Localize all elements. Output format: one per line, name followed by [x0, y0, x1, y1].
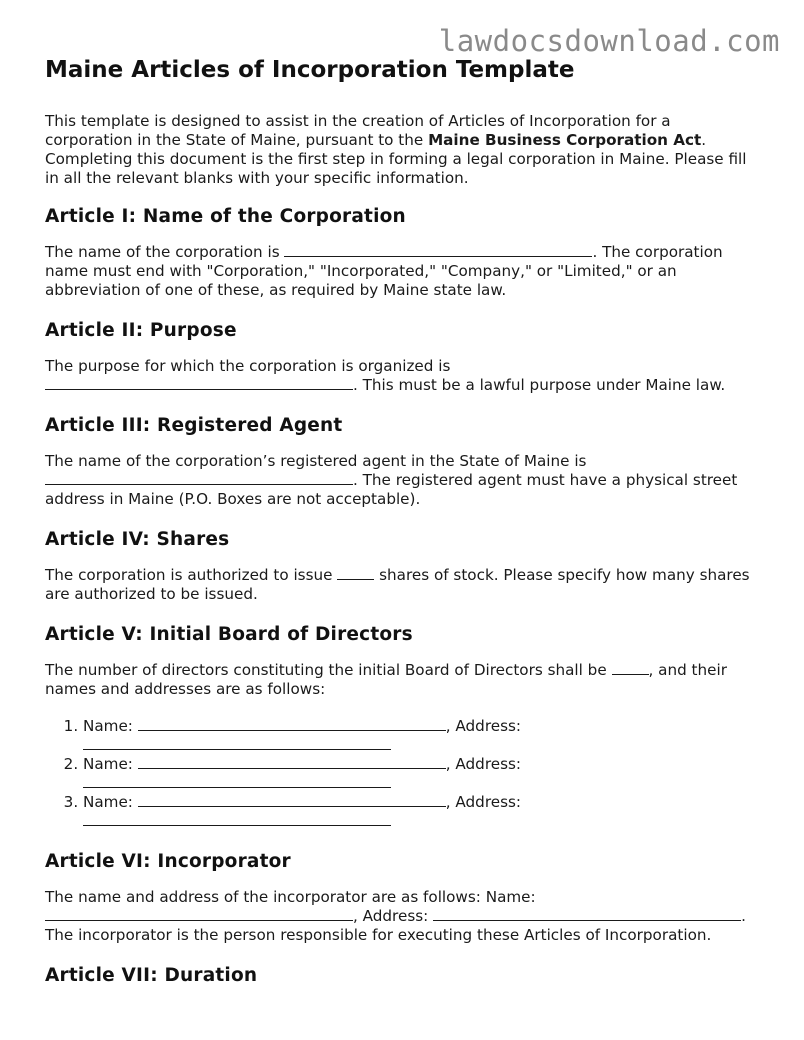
- article-3-heading: Article III: Registered Agent: [45, 415, 343, 436]
- directors-list: [45, 717, 761, 831]
- director-3-address-blank[interactable]: [83, 812, 391, 826]
- article-4-heading: Article IV: Shares: [45, 529, 230, 550]
- article-2-text: The purpose for which the corporation is organized is . This must be a lawful purpose under Maine law.: [45, 357, 726, 394]
- article-6-heading: Article VI: Incorporator: [45, 851, 291, 872]
- article-6-text: The name and address of the incorporator are as follows: Name: , Address: . The incorporator is the person responsible for executing these Articles of Incorporation.: [45, 888, 746, 944]
- director-1-address-blank[interactable]: [83, 736, 391, 750]
- director-item: 2. Name: , Address:: [83, 755, 761, 793]
- director-item: 1. Name: , Address:: [83, 717, 761, 755]
- director-3-name-blank[interactable]: [138, 793, 446, 807]
- article-1-heading: Article I: Name of the Corporation: [45, 206, 406, 227]
- intro-paragraph: This template is designed to assist in the creation of Articles of Incorporation for a corporation in the State of Maine, pursuant to the Maine Business Corporation Act. Completing this document is the first step in forming a legal corporation in Maine. Please fill in all the relevant blanks with your specific information.: [45, 112, 747, 187]
- shares-count-blank[interactable]: [337, 566, 374, 580]
- article-3-text: The name of the corporation’s registered agent in the State of Maine is . The registered agent must have a physical street address in Maine (P.O. Boxes are not acceptable).: [45, 452, 738, 508]
- purpose-blank[interactable]: [45, 376, 353, 390]
- director-1-name-blank[interactable]: [138, 717, 446, 731]
- page-title: Maine Articles of Incorporation Template: [45, 57, 575, 83]
- registered-agent-blank[interactable]: [45, 471, 353, 485]
- director-item: 3. Name: , Address:: [83, 793, 761, 831]
- document-page: [45, 55, 761, 1002]
- incorporator-address-blank[interactable]: [433, 907, 741, 921]
- article-7-heading: Article VII: Duration: [45, 965, 258, 986]
- article-5-text: The number of directors constituting the initial Board of Directors shall be , and their names and addresses are as follows:: [45, 661, 727, 698]
- act-name: Maine Business Corporation Act: [428, 131, 702, 149]
- article-5-heading: Article V: Initial Board of Directors: [45, 624, 413, 645]
- corporation-name-blank[interactable]: [284, 243, 592, 257]
- article-1-text: The name of the corporation is . The corporation name must end with "Corporation," "Incorporated," "Company," or "Limited," or an abbreviation of one of these, as required by Maine state law.: [45, 243, 723, 299]
- article-4-text: The corporation is authorized to issue shares of stock. Please specify how many shares are authorized to be issued.: [45, 566, 750, 603]
- watermark: lawdocsdownload.com: [438, 24, 780, 58]
- director-2-address-blank[interactable]: [83, 774, 391, 788]
- director-count-blank[interactable]: [612, 661, 649, 675]
- article-2-heading: Article II: Purpose: [45, 320, 237, 341]
- director-2-name-blank[interactable]: [138, 755, 446, 769]
- incorporator-name-blank[interactable]: [45, 907, 353, 921]
